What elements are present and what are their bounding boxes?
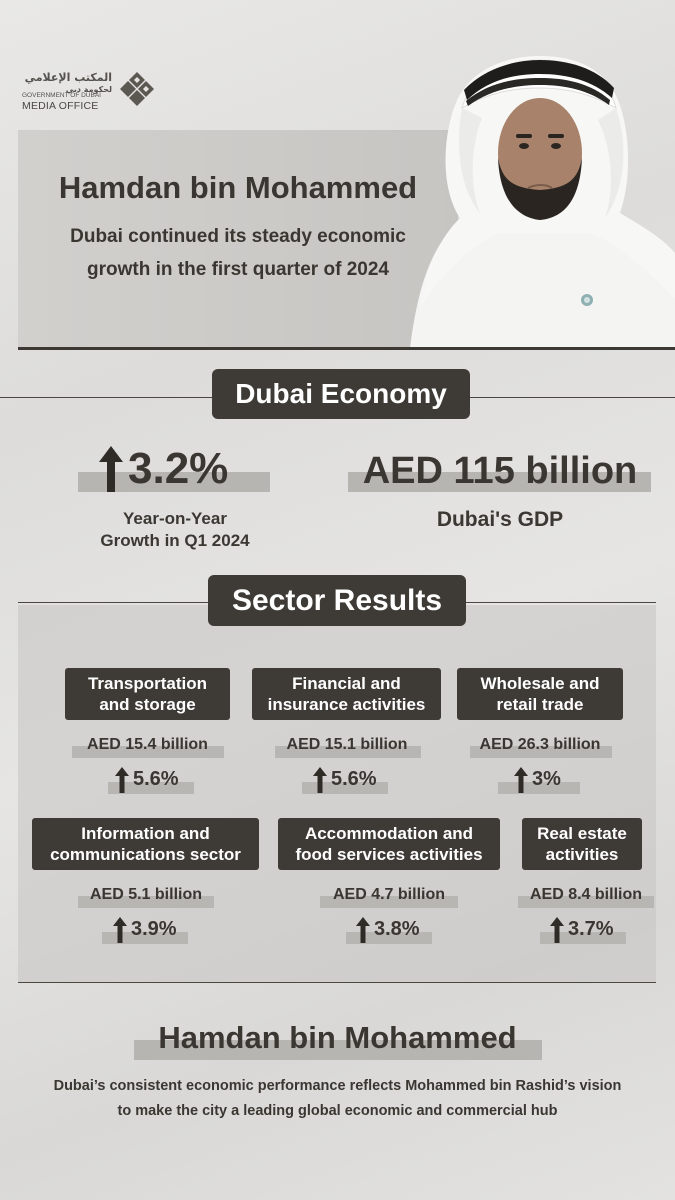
diamond-logo-icon — [118, 70, 156, 108]
footer-quote — [0, 1074, 675, 1124]
sector-name-line1: Transportation — [87, 674, 207, 693]
sector-name-line1: Real estate — [537, 824, 627, 843]
growth-label-line2: Growth in Q1 2024 — [100, 531, 250, 550]
sector-information-growth: 3.9% — [131, 918, 177, 940]
sector-name-line2: food services activities — [295, 845, 483, 864]
sector-name-line2: retail trade — [496, 695, 584, 714]
sector-name-line1: Information and — [81, 824, 210, 843]
sector-financial-growth: 5.6% — [331, 768, 377, 790]
footer-title: Hamdan bin Mohammed — [158, 1020, 517, 1055]
header-title: Hamdan bin Mohammed — [58, 170, 418, 205]
sector-accommodation-box — [278, 818, 500, 870]
gdp-value: AED 115 billion — [362, 450, 638, 492]
footer-quote-line1: Dubai’s consistent economic performance reflects Mohammed bin Rashid’s vision — [53, 1078, 622, 1094]
sector-transportation-box — [65, 668, 230, 720]
gdp-label: Dubai's GDP — [436, 508, 564, 531]
header-subtitle — [18, 220, 458, 286]
sector-name-line1: Accommodation and — [304, 824, 474, 843]
sector-name-line2: and storage — [99, 695, 196, 714]
arrow-up-icon — [313, 767, 327, 793]
growth-label — [70, 508, 280, 552]
header-divider — [18, 347, 675, 350]
logo-government-text: GOVERNMENT OF DUBAI — [22, 92, 101, 99]
portrait-image — [400, 38, 675, 348]
sector-section-label: Sector Results — [208, 575, 466, 626]
logo-media-office-text: MEDIA OFFICE — [22, 100, 99, 112]
sector-name-line2: insurance activities — [267, 695, 426, 714]
sector-transportation-value: AED 15.4 billion — [87, 736, 208, 753]
sector-accommodation-growth: 3.8% — [374, 918, 420, 940]
sector-information-value: AED 5.1 billion — [89, 886, 202, 903]
logo-arabic-line2: لحكومة دبي — [65, 85, 112, 94]
sector-realestate-box — [522, 818, 642, 870]
sector-transportation-growth: 5.6% — [133, 768, 179, 790]
sector-name-line2: communications sector — [50, 845, 241, 864]
sector-wholesale-value: AED 26.3 billion — [479, 736, 601, 753]
sector-name-line2: activities — [545, 845, 619, 864]
logo-arabic-line1: المكتب الإعلامي — [24, 71, 112, 84]
sector-financial-box — [252, 668, 441, 720]
sector-realestate-growth: 3.7% — [568, 918, 614, 940]
economy-section-label: Dubai Economy — [212, 369, 470, 419]
sector-financial-value: AED 15.1 billion — [286, 736, 408, 753]
arrow-up-icon — [113, 917, 127, 943]
arrow-up-icon — [356, 917, 370, 943]
sector-name-line1: Wholesale and — [480, 674, 600, 693]
panel-bottom-rule — [18, 982, 656, 983]
sector-wholesale-box — [457, 668, 623, 720]
growth-label-line1: Year-on-Year — [123, 509, 227, 528]
sector-realestate-value: AED 8.4 billion — [529, 886, 642, 903]
header-subtitle-line2: growth in the first quarter of 2024 — [87, 259, 389, 280]
sector-information-box — [32, 818, 259, 870]
arrow-up-icon — [115, 767, 129, 793]
growth-value: 3.2% — [128, 444, 229, 493]
media-office-logo — [22, 70, 147, 112]
arrow-up-icon — [514, 767, 528, 793]
sector-wholesale-growth: 3% — [532, 768, 561, 790]
arrow-up-icon — [98, 446, 124, 492]
header-subtitle-line1: Dubai continued its steady economic — [70, 226, 406, 247]
sector-accommodation-value: AED 4.7 billion — [332, 886, 445, 903]
footer-quote-line2: to make the city a leading global economic and commercial hub — [117, 1103, 558, 1119]
sector-name-line1: Financial and — [292, 674, 401, 693]
arrow-up-icon — [550, 917, 564, 943]
